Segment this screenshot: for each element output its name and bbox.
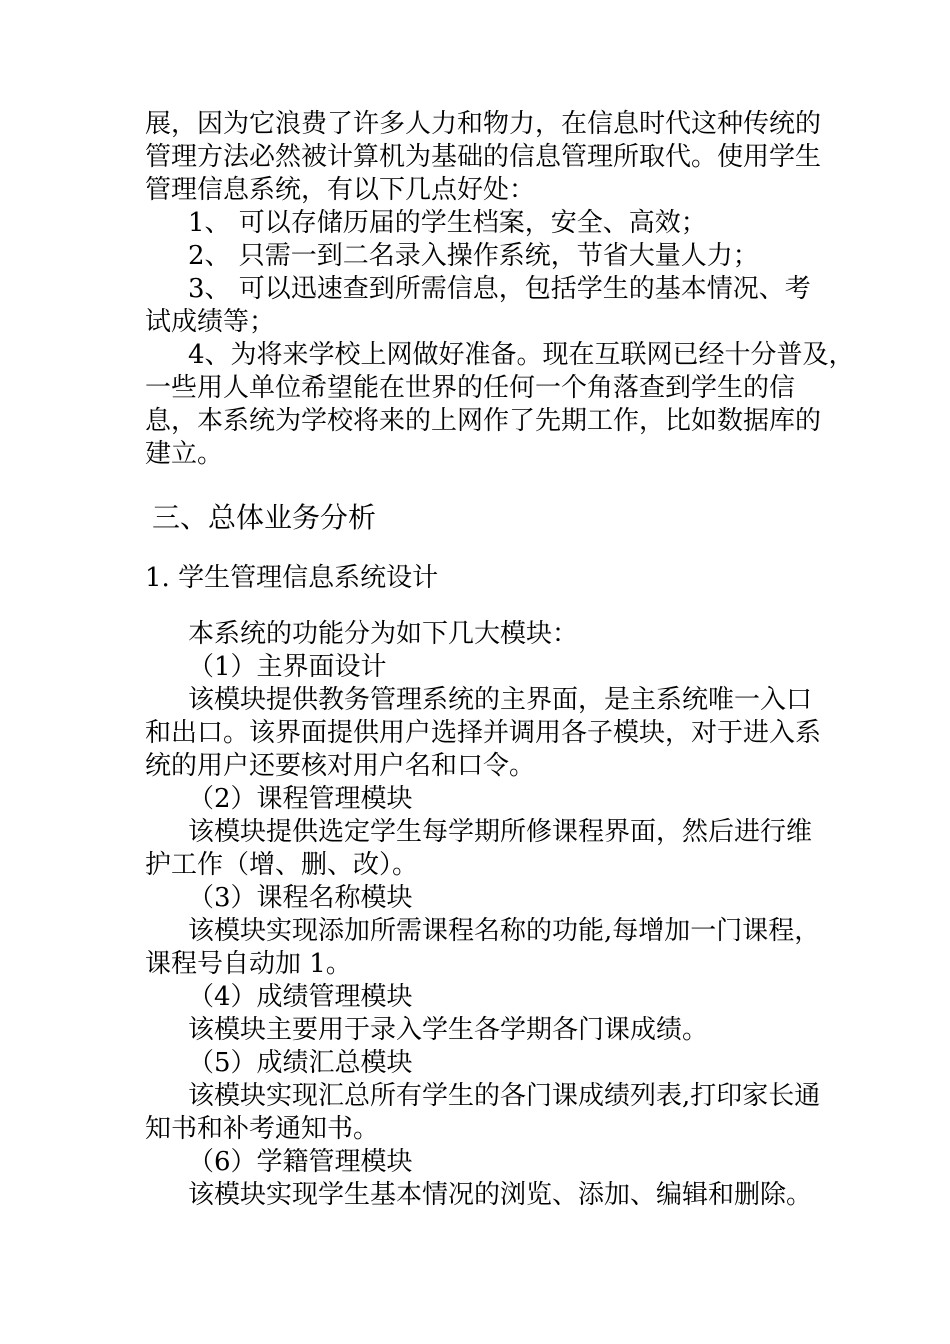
module-title: （1）主界面设计 [188, 652, 387, 682]
benefit-item-4-cont: 息，本系统为学校将来的上网作了先期工作，比如数据库的 [145, 406, 822, 436]
module-title: （4）成绩管理模块 [188, 982, 413, 1012]
benefit-item-3: 3、 可以迅速查到所需信息，包括学生的基本情况、考 [188, 274, 811, 304]
module-desc: 统的用户还要核对用户名和口令。 [145, 751, 536, 781]
module-desc: 该模块实现学生基本情况的浏览、添加、编辑和删除。 [188, 1180, 813, 1210]
module-desc: 该模块实现添加所需课程名称的功能,每增加一门课程， [188, 916, 821, 946]
subsection-heading: 1. 学生管理信息系统设计 [145, 563, 439, 593]
modules-intro: 本系统的功能分为如下几大模块： [188, 619, 579, 649]
benefit-item-2: 2、 只需一到二名录入操作系统，节省大量人力； [188, 241, 759, 271]
benefit-item-4-cont: 建立。 [145, 439, 224, 469]
module-title: （5）成绩汇总模块 [188, 1048, 413, 1078]
benefit-item-3-cont: 试成绩等； [145, 307, 276, 337]
module-title: （3）课程名称模块 [188, 883, 413, 913]
intro-line-3: 管理信息系统，有以下几点好处： [145, 175, 536, 205]
module-desc: 该模块主要用于录入学生各学期各门课成绩。 [188, 1015, 709, 1045]
module-title: （6）学籍管理模块 [188, 1147, 413, 1177]
section-heading: 三、总体业务分析 [152, 501, 377, 534]
intro-line-1: 展，因为它浪费了许多人力和物力，在信息时代这种传统的 [145, 109, 822, 139]
module-desc: 护工作（增、删、改）。 [145, 850, 419, 880]
benefit-item-4: 4、为将来学校上网做好准备。现在互联网已经十分普及， [188, 340, 855, 370]
module-desc: 和出口。该界面提供用户选择并调用各子模块，对于进入系 [145, 718, 822, 748]
benefit-item-1: 1、 可以存储历届的学生档案，安全、高效； [188, 208, 707, 238]
module-desc: 知书和补考通知书。 [145, 1114, 380, 1144]
benefit-item-4-cont: 一些用人单位希望能在世界的任何一个角落查到学生的信 [145, 373, 796, 403]
module-title: （2）课程管理模块 [188, 784, 413, 814]
module-desc: 课程号自动加 1。 [145, 949, 352, 979]
module-desc: 该模块提供教务管理系统的主界面，是主系统唯一入口 [188, 685, 813, 715]
intro-line-2: 管理方法必然被计算机为基础的信息管理所取代。使用学生 [145, 142, 822, 172]
module-desc: 该模块实现汇总所有学生的各门课成绩列表,打印家长通 [188, 1081, 821, 1111]
module-desc: 该模块提供选定学生每学期所修课程界面，然后进行维 [188, 817, 813, 847]
